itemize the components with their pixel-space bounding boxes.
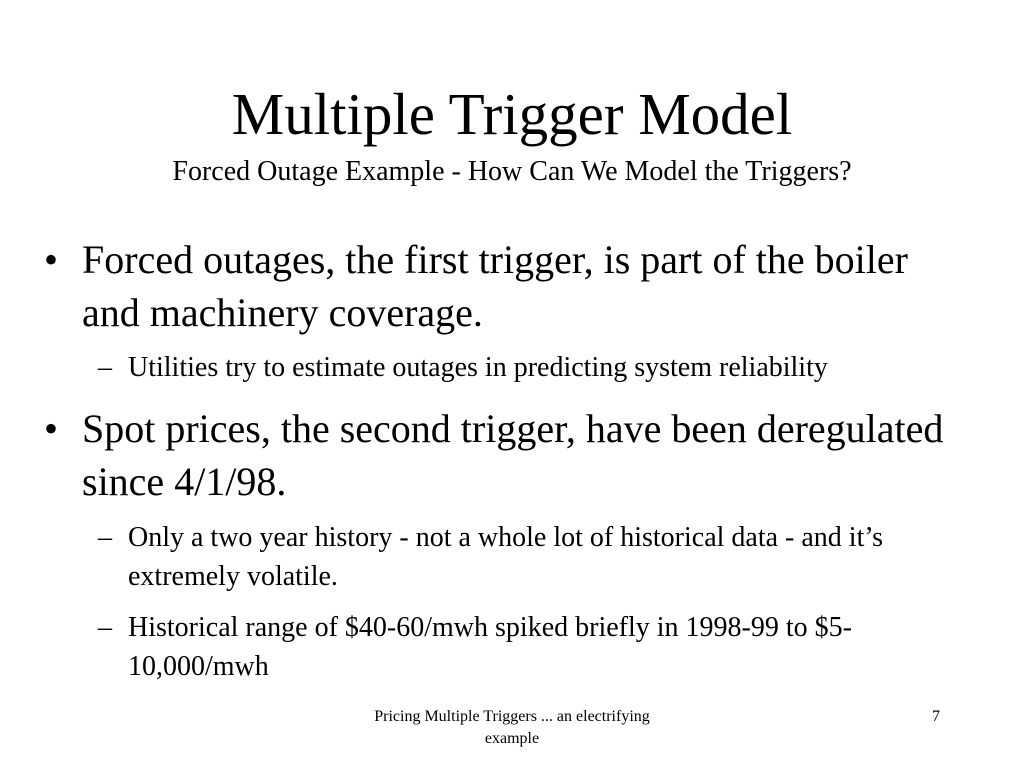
sub-bullet-text: Utilities try to estimate outages in predicting system reliability (128, 352, 828, 383)
sub-bullet-marker: – (98, 352, 112, 383)
bullet-marker: • (44, 237, 59, 282)
bullet-marker: • (44, 406, 59, 451)
sub-bullet-marker: – (98, 522, 112, 553)
bullet-text: Forced outages, the first trigger, is part of the boiler and machinery coverage. (82, 237, 908, 335)
slide-title: Multiple Trigger Model (231, 81, 793, 147)
slide-subtitle: Forced Outage Example - How Can We Model the Triggers? (172, 156, 852, 187)
bullet-text: Spot prices, the second trigger, have been deregulated since 4/1/98. (82, 406, 944, 504)
footer-text: Pricing Multiple Triggers ... an electrifying example (374, 708, 650, 747)
page-number: 7 (932, 708, 940, 725)
sub-bullet-text: Historical range of $40-60/mwh spiked briefly in 1998-99 to $5-10,000/mwh (128, 612, 852, 682)
sub-bullet-marker: – (98, 612, 112, 643)
sub-bullet-text: Only a two year history - not a whole lot of historical data - and it’s extremely volatile. (128, 522, 884, 592)
